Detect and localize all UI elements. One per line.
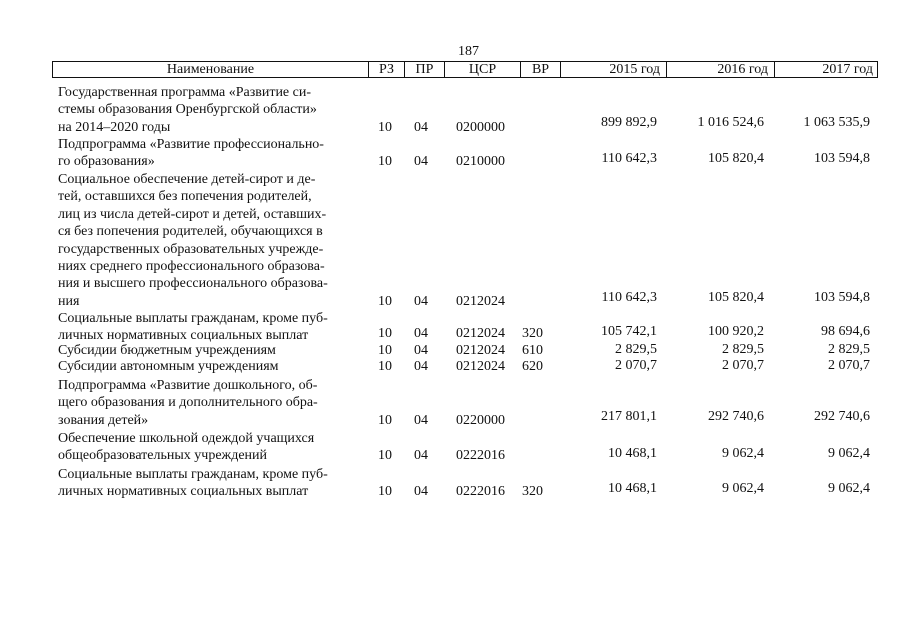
cell-2016: 2 070,7 — [722, 358, 764, 373]
cell-csr: 0212024 — [456, 359, 505, 374]
cell-csr: 0220000 — [456, 412, 505, 428]
cell-2017: 2 829,5 — [828, 342, 870, 357]
cell-vr: 620 — [522, 359, 543, 374]
header-pr: ПР — [405, 62, 445, 77]
row-name: Социальные выплаты гражданам, кроме пуб- личных нормативных социальных выплат — [58, 467, 328, 500]
cell-2015: 110 642,3 — [601, 290, 657, 305]
cell-csr: 0200000 — [456, 119, 505, 135]
cell-pr: 04 — [414, 412, 428, 428]
cell-csr: 0222016 — [456, 448, 505, 464]
cell-pr: 04 — [414, 293, 428, 309]
cell-rz: 10 — [378, 293, 392, 309]
cell-2016: 292 740,6 — [708, 409, 764, 424]
row-name: Субсидии автономным учреждениям — [58, 359, 279, 374]
cell-rz: 10 — [378, 412, 392, 428]
cell-pr: 04 — [414, 154, 428, 170]
cell-2016: 105 820,4 — [708, 151, 764, 166]
cell-2015: 2 070,7 — [615, 358, 657, 373]
cell-vr: 610 — [522, 343, 543, 358]
cell-csr: 0212024 — [456, 326, 505, 341]
cell-pr: 04 — [414, 484, 428, 500]
cell-2017: 1 063 535,9 — [803, 115, 870, 130]
row-name: Подпрограмма «Развитие профессионально- го образования» — [58, 137, 324, 170]
cell-2015: 110 642,3 — [601, 151, 657, 166]
row-name: Подпрограмма «Развитие дошкольного, об- щего образования и дополнительного обра- зования детей» — [58, 378, 318, 428]
cell-2015: 105 742,1 — [601, 324, 657, 339]
cell-2017: 292 740,6 — [814, 409, 870, 424]
header-2017: 2017 год — [822, 62, 873, 77]
cell-2016: 100 920,2 — [708, 324, 764, 339]
cell-2015: 10 468,1 — [608, 481, 657, 496]
header-2015: 2015 год — [561, 62, 667, 77]
cell-2016: 1 016 524,6 — [697, 115, 764, 130]
cell-csr: 0222016 — [456, 484, 505, 500]
header-2016: 2016 год — [667, 62, 775, 77]
cell-2016: 105 820,4 — [708, 290, 764, 305]
header-csr: ЦСР — [445, 62, 521, 77]
cell-pr: 04 — [414, 119, 428, 135]
cell-2016: 9 062,4 — [722, 446, 764, 461]
cell-vr: 320 — [522, 326, 543, 341]
cell-rz: 10 — [378, 154, 392, 170]
cell-2017: 103 594,8 — [814, 290, 870, 305]
cell-rz: 10 — [378, 119, 392, 135]
cell-rz: 10 — [378, 448, 392, 464]
cell-pr: 04 — [414, 343, 428, 358]
cell-2017: 9 062,4 — [828, 481, 870, 496]
header-name: Наименование — [53, 62, 369, 77]
cell-rz: 10 — [378, 484, 392, 500]
cell-pr: 04 — [414, 359, 428, 374]
cell-rz: 10 — [378, 359, 392, 374]
row-name: Субсидии бюджетным учреждениям — [58, 343, 276, 358]
cell-csr: 0210000 — [456, 154, 505, 170]
cell-2015: 217 801,1 — [601, 409, 657, 424]
page-number: 187 — [458, 44, 479, 59]
cell-2017: 98 694,6 — [821, 324, 870, 339]
cell-rz: 10 — [378, 326, 392, 341]
cell-vr: 320 — [522, 484, 543, 500]
cell-rz: 10 — [378, 343, 392, 358]
header-vr: ВР — [521, 62, 561, 77]
cell-2016: 2 829,5 — [722, 342, 764, 357]
cell-csr: 0212024 — [456, 343, 505, 358]
cell-2015: 2 829,5 — [615, 342, 657, 357]
row-name: Социальные выплаты гражданам, кроме пуб- личных нормативных социальных выплат — [58, 311, 328, 344]
cell-2017: 9 062,4 — [828, 446, 870, 461]
cell-pr: 04 — [414, 448, 428, 464]
cell-2015: 10 468,1 — [608, 446, 657, 461]
row-name: Социальное обеспечение детей-сирот и де- тей, оставшихся без попечения родителей, лиц из числа детей-сирот и детей, оставших- ся без попечения родителей, обучающихся в государственных образовательных учрежде- ниях среднего профессионального образова- ния и высшего профессионального образова- ния — [58, 172, 328, 309]
cell-2015: 899 892,9 — [601, 115, 657, 130]
row-name: Обеспечение школьной одеждой учащихся общеобразовательных учреждений — [58, 431, 315, 464]
row-name: Государственная программа «Развитие си- стемы образования Оренбургской области» на 2014–2020 годы — [58, 85, 317, 135]
cell-pr: 04 — [414, 326, 428, 341]
cell-2017: 103 594,8 — [814, 151, 870, 166]
cell-csr: 0212024 — [456, 293, 505, 309]
cell-2016: 9 062,4 — [722, 481, 764, 496]
header-rz: РЗ — [369, 62, 405, 77]
cell-2017: 2 070,7 — [828, 358, 870, 373]
